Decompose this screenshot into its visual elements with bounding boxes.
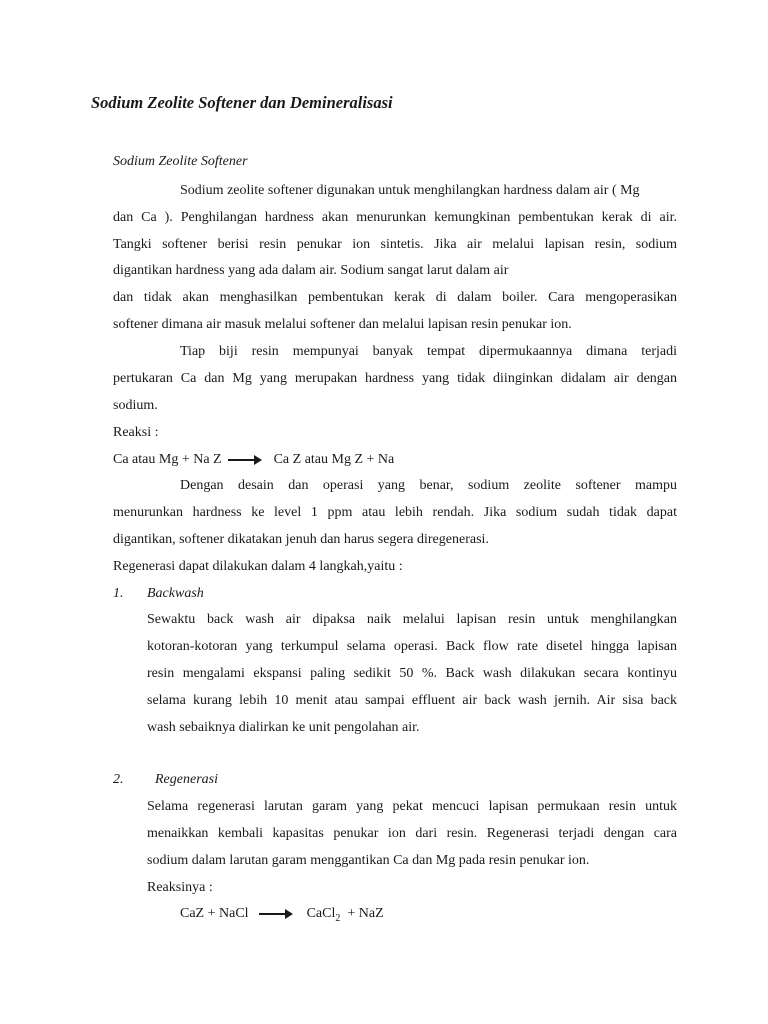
paragraph-line: dan tidak akan menghasilkan pembentukan kerak di dalam boiler. Cara mengoperasikan — [113, 290, 677, 305]
step-text-line: Sewaktu back wash air dipaksa naik melalui lapisan resin untuk menghilangkan — [147, 612, 677, 627]
paragraph-line: menurunkan hardness ke level 1 ppm atau lebih rendah. Jika sodium sudah tidak dapat — [113, 505, 677, 520]
regeneration-reaction — [180, 906, 384, 924]
step-number: 2. — [113, 772, 124, 787]
paragraph-line: pertukaran Ca dan Mg yang merupakan hardness yang tidak diinginkan didalam air dengan — [113, 371, 677, 386]
step-text-line: selama kurang lebih 10 menit atau sampai effluent air back wash jernih. Air sisa back — [147, 693, 677, 708]
step-heading-regenerasi: Regenerasi — [155, 772, 218, 787]
paragraph-line: digantikan, softener dikatakan jenuh dan harus segera diregenerasi. — [113, 532, 489, 547]
step-text-line: wash sebaiknya dialirkan ke unit pengolahan air. — [147, 720, 420, 735]
reaction-reactants: CaZ + NaCl — [180, 906, 249, 921]
step-heading-backwash: Backwash — [147, 586, 204, 601]
paragraph-line: Sodium zeolite softener digunakan untuk menghilangkan hardness dalam air ( Mg — [180, 183, 640, 198]
reaction-products: Ca Z atau Mg Z + Na — [273, 452, 395, 467]
step-text-line: Selama regenerasi larutan garam yang pekat mencuci lapisan permukaan resin untuk — [147, 799, 677, 814]
step-text-line: resin mengalami ekspansi paling sedikit 50 %. Back wash dilakukan secara kontinyu — [147, 666, 677, 681]
reaction-arrow-icon — [228, 455, 262, 465]
step-text-line: kotoran-kotoran yang terkumpul selama operasi. Back flow rate disetel hingga lapisan — [147, 639, 677, 654]
reaction-equation — [113, 452, 394, 468]
paragraph-line: Tangki softener berisi resin penukar ion sintetis. Jika air melalui lapisan resin, sodium — [113, 237, 677, 252]
reaction-product-subscript: 2 — [335, 912, 341, 924]
reaction-product-base: CaCl — [306, 906, 336, 921]
paragraph-line: softener dimana air masuk melalui softener dan melalui lapisan resin penukar ion. — [113, 317, 572, 332]
reaction-arrow-icon — [259, 909, 293, 919]
paragraph-line: sodium. — [113, 398, 158, 413]
reaction-product-rest: + NaZ — [340, 906, 384, 921]
reaksi-label: Reaksi : — [113, 425, 159, 440]
paragraph-line: Tiap biji resin mempunyai banyak tempat dipermukaannya dimana terjadi — [180, 344, 677, 359]
step-text-line: menaikkan kembali kapasitas penukar ion dari resin. Regenerasi terjadi dengan cara — [147, 826, 677, 841]
paragraph-line: Dengan desain dan operasi yang benar, sodium zeolite softener mampu — [180, 478, 677, 493]
paragraph-line: dan Ca ). Penghilangan hardness akan menurunkan kemungkinan pembentukan kerak di air. — [113, 210, 677, 225]
step-text-line: sodium dalam larutan garam menggantikan Ca dan Mg pada resin penukar ion. — [147, 853, 590, 868]
section-subtitle: Sodium Zeolite Softener — [113, 154, 248, 169]
paragraph-line: digantikan hardness yang ada dalam air. Sodium sangat larut dalam air — [113, 263, 509, 278]
reaction-reactants: Ca atau Mg + Na Z — [113, 452, 222, 467]
document-title: Sodium Zeolite Softener dan Demineralisasi — [91, 93, 393, 112]
regeneration-intro: Regenerasi dapat dilakukan dalam 4 langkah,yaitu : — [113, 559, 403, 574]
step-number: 1. — [113, 586, 124, 601]
reaksinya-label: Reaksinya : — [147, 880, 213, 895]
